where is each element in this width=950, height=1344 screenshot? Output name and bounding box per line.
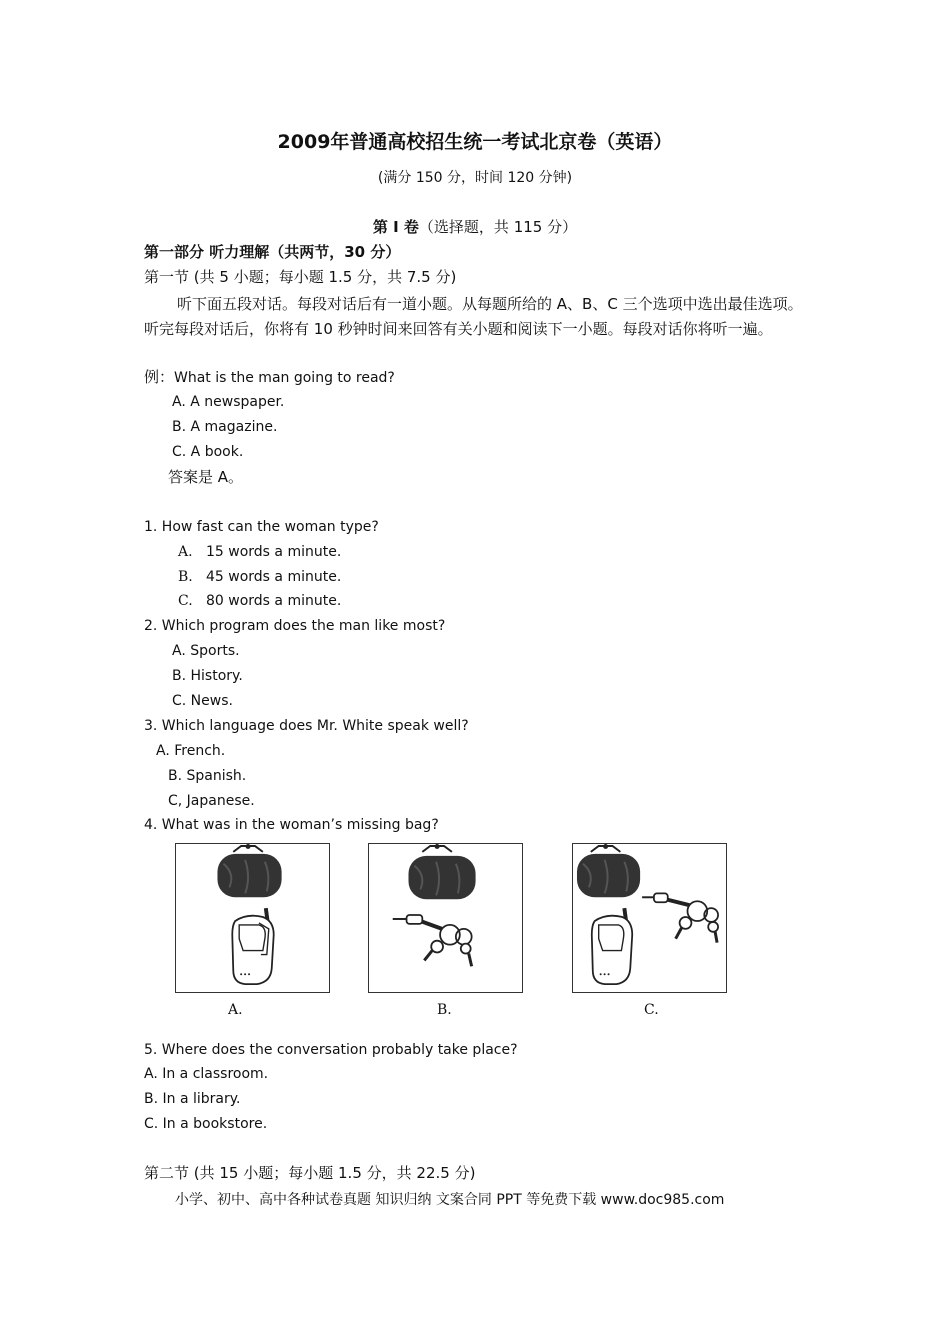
picture-c-label: C. [644, 1002, 659, 1018]
example-question-text: What is the man going to read? [174, 370, 395, 386]
example-answer: 答案是 A。 [168, 468, 244, 486]
volume-title: 第 I 卷 [372, 218, 419, 236]
picture-b-label: B. [437, 1002, 452, 1018]
q5-option-c: C. In a bookstore. [144, 1116, 268, 1132]
q1-option-a [178, 542, 341, 562]
footer-text: 小学、初中、高中各种试卷真题 知识归纳 文案合同 PPT 等免费下载 www.doc985.com [175, 1192, 725, 1208]
example-question [144, 367, 395, 388]
purse-icon [577, 844, 640, 897]
q1-option-b-text: 45 words a minute. [206, 569, 342, 585]
q1-option-b [178, 567, 341, 587]
example-label: 例： [144, 368, 175, 386]
question-2: 2. Which program does the man like most? [144, 618, 446, 634]
purse-icon [217, 844, 281, 897]
q3-option-c: C, Japanese. [168, 793, 255, 809]
picture-b [368, 843, 523, 993]
picture-a-label: A. [228, 1002, 243, 1018]
question-4: 4. What was in the woman’s missing bag? [144, 817, 439, 833]
keys-icon [642, 893, 718, 942]
volume-note: （选择题，共 115 分） [418, 218, 578, 236]
q1-option-c-text: 80 words a minute. [206, 593, 342, 609]
section1-header: 第一节 (共 5 小题；每小题 1.5 分，共 7.5 分) [144, 268, 457, 286]
purse-phone-and-keys-illustration [573, 844, 726, 992]
exam-subtitle: (满分 150 分，时间 120 分钟) [377, 170, 573, 186]
picture-a [175, 843, 330, 993]
section2-header: 第二节 (共 15 小题；每小题 1.5 分，共 22.5 分) [144, 1164, 476, 1182]
q3-option-b: B. Spanish. [168, 768, 247, 784]
example-option-b: B. A magazine. [172, 419, 278, 435]
purse-and-phone-illustration [176, 844, 329, 992]
volume-heading [0, 217, 950, 237]
q2-option-b: B. History. [172, 668, 243, 684]
part1-title: 第一部分 听力理解（共两节，30 分） [144, 243, 401, 261]
q3-option-a: A. French. [156, 743, 226, 759]
q2-option-c: C. News. [172, 693, 233, 709]
keys-icon [393, 915, 472, 966]
q1-option-c [178, 591, 341, 611]
purse-icon [409, 844, 476, 899]
question-3: 3. Which language does Mr. White speak well? [144, 718, 469, 734]
q1-option-c-letter: C. [178, 593, 193, 609]
document-title: 2009年普通高校招生统一考试北京卷（英语） [277, 131, 673, 153]
purse-and-keys-illustration [369, 844, 522, 992]
q5-option-b: B. In a library. [144, 1091, 241, 1107]
picture-c [572, 843, 727, 993]
example-option-c: C. A book. [172, 444, 244, 460]
q2-option-a: A. Sports. [172, 643, 240, 659]
q1-option-a-text: 15 words a minute. [206, 544, 342, 560]
q1-option-a-letter: A. [178, 544, 193, 560]
q1-option-b-letter: B. [178, 569, 193, 585]
example-option-a: A. A newspaper. [172, 394, 285, 410]
question-1: 1. How fast can the woman type? [144, 519, 379, 535]
mobile-phone-icon [232, 908, 273, 984]
q5-option-a: A. In a classroom. [144, 1066, 269, 1082]
section1-instructions: 听下面五段对话。每段对话后有一道小题。从每题所给的 A、B、C 三个选项中选出最佳选项。听完每段对话后，你将有 10 秒钟时间来回答有关小题和阅读下一小题。每段对话你将听一遍。 [144, 295, 803, 338]
question-5: 5. Where does the conversation probably take place? [144, 1042, 518, 1058]
mobile-phone-icon [592, 908, 632, 984]
